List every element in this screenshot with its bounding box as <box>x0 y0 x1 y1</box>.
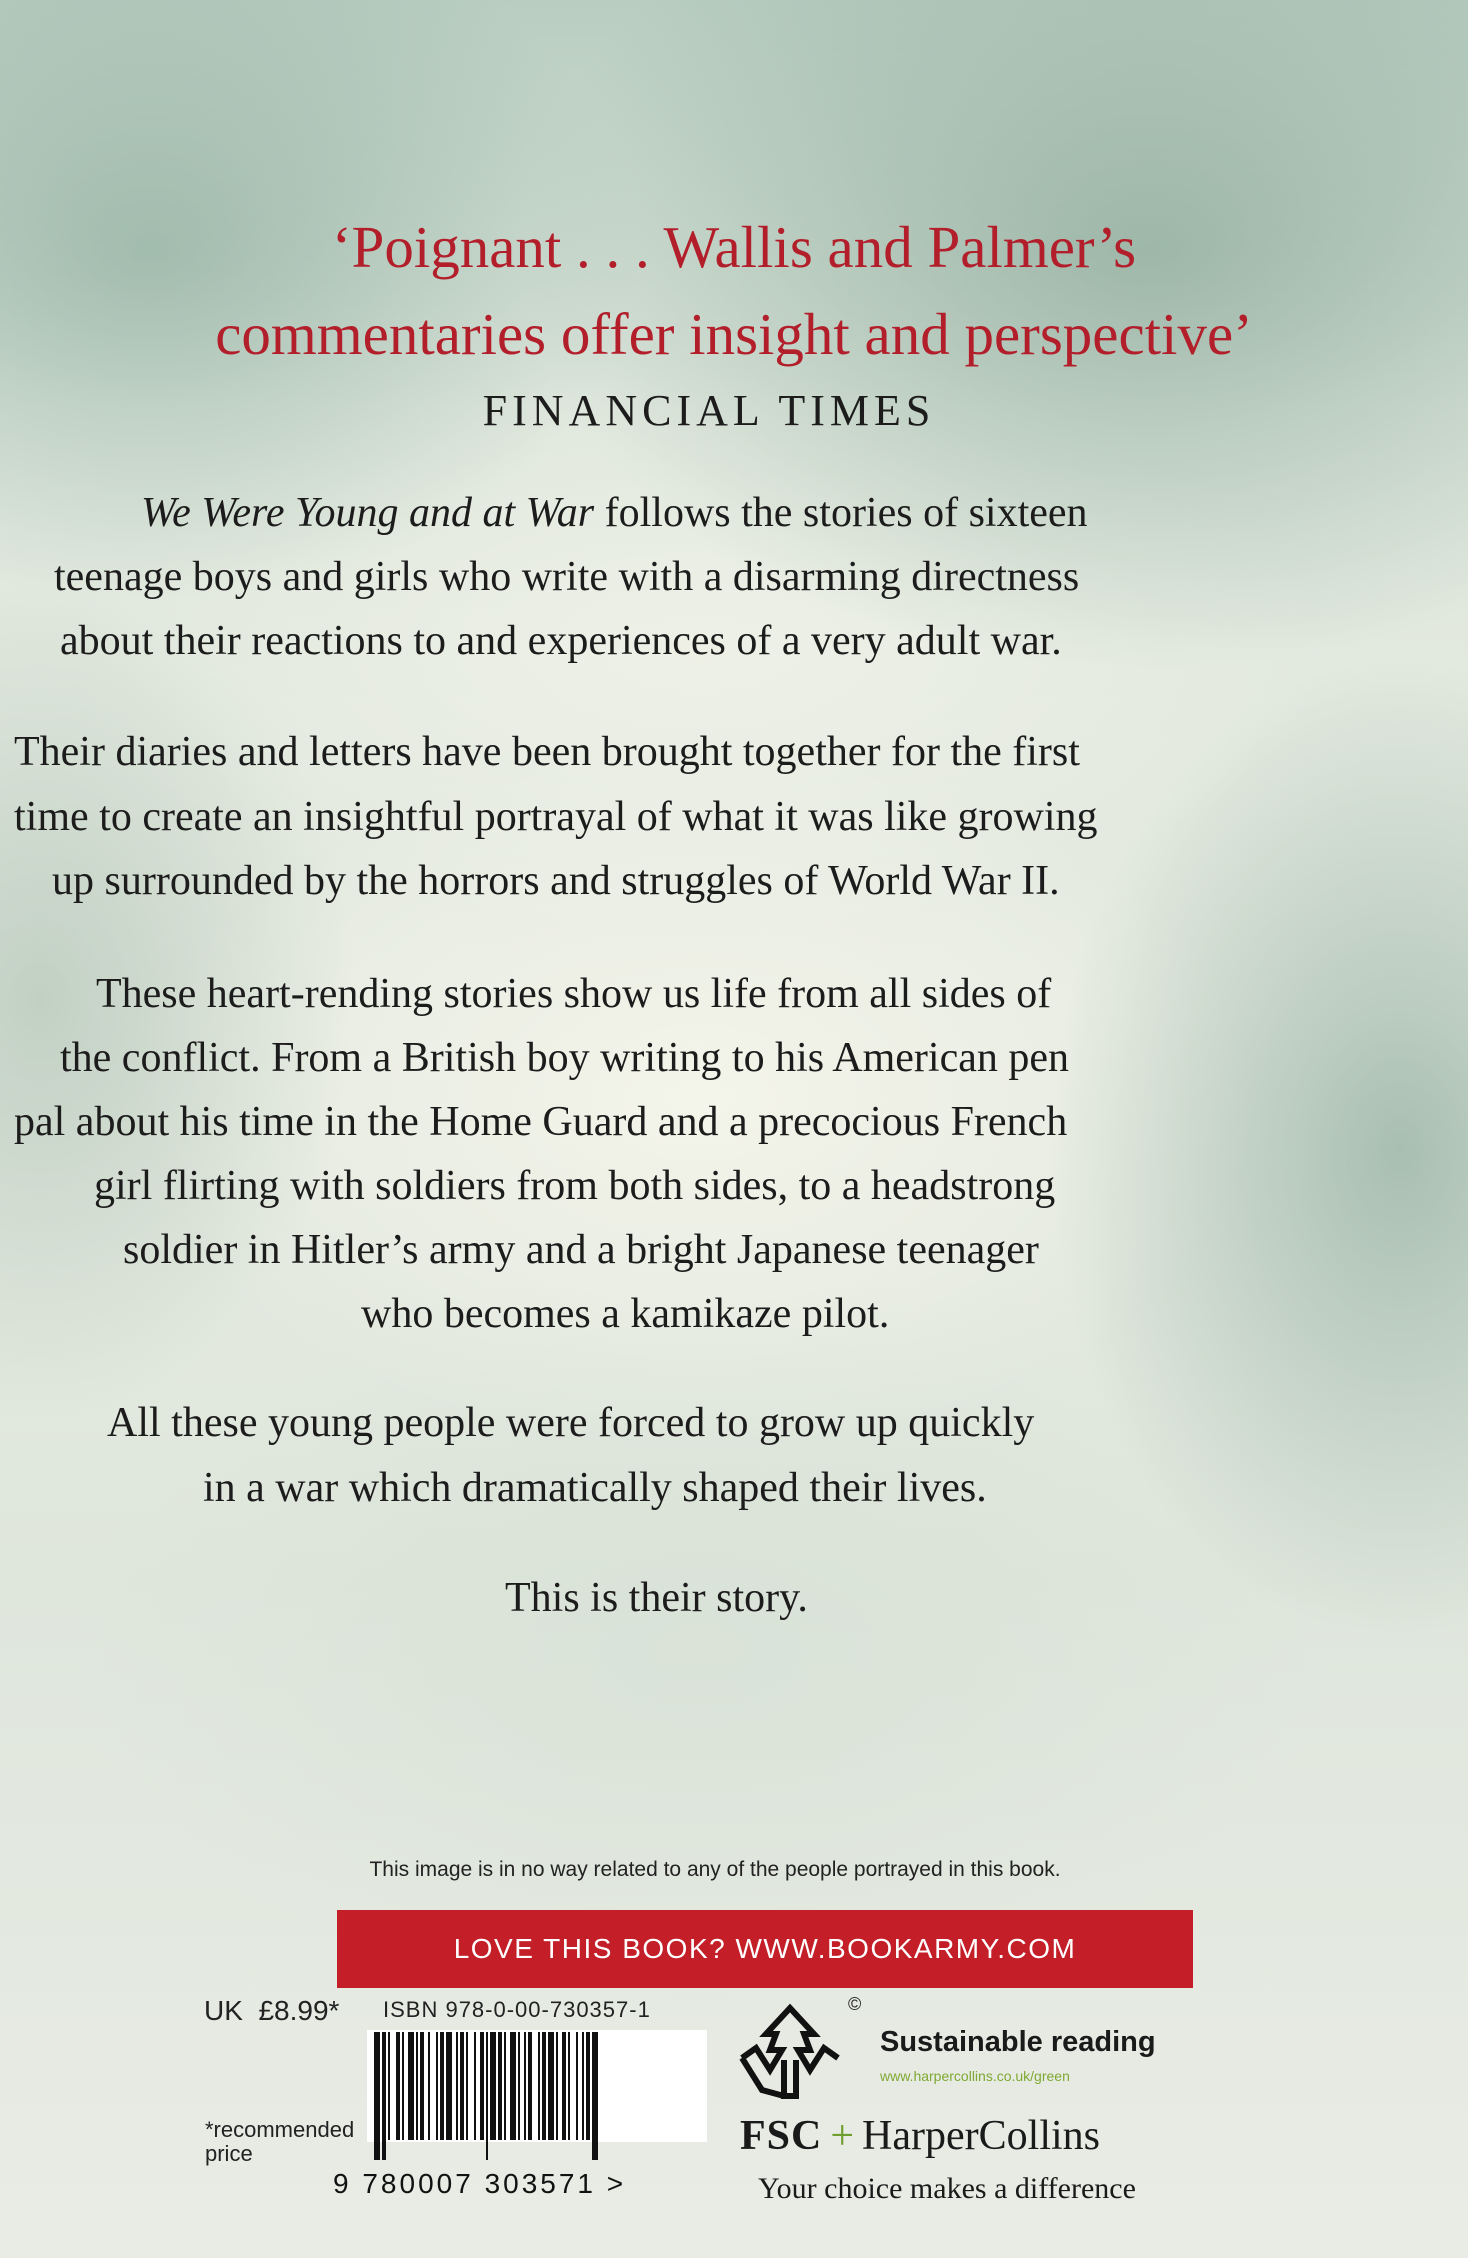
blurb-line: Their diaries and letters have been brought together for the first <box>14 729 1080 775</box>
sustainable-reading-title: Sustainable reading <box>880 2026 1156 2058</box>
fsc-tree-logo-icon <box>736 2000 844 2102</box>
blurb-line: in a war which dramatically shaped their lives. <box>203 1465 987 1511</box>
book-title-italic: We Were Young and at War <box>141 490 595 536</box>
review-quote-line-1: ‘Poignant . . . Wallis and Palmer’s <box>331 214 1137 280</box>
blurb-line: girl flirting with soldiers from both sides, to a headstrong <box>94 1163 1056 1209</box>
review-source: FINANCIAL TIMES <box>482 386 936 435</box>
blurb-text: follows the stories of sixteen <box>594 490 1088 536</box>
fsc-text: FSC <box>740 2113 823 2159</box>
note-line-2: price <box>205 2141 253 2167</box>
copyright-symbol: © <box>848 1994 862 2014</box>
blurb-line: up surrounded by the horrors and struggles of World War II. <box>52 858 1060 904</box>
image-disclaimer: This image is in no way related to any of the people portrayed in this book. <box>369 1858 1061 1881</box>
blurb-line: teenage boys and girls who write with a disarming directness <box>54 554 1080 600</box>
note-line-1: *recommended <box>205 2117 355 2142</box>
blurb-line: pal about his time in the Home Guard and a precocious French <box>14 1099 1068 1145</box>
closing-line: This is their story. <box>505 1575 808 1621</box>
blurb-line <box>141 492 1088 534</box>
blurb-line: who becomes a kamikaze pilot. <box>361 1291 890 1337</box>
isbn-number: ISBN 978-0-00-730357-1 <box>383 1997 651 2022</box>
barcode-icon <box>372 2032 702 2162</box>
green-url[interactable]: www.harpercollins.co.uk/green <box>880 2068 1070 2084</box>
blurb-line: All these young people were forced to grow up quickly <box>107 1400 1035 1446</box>
blurb-line: the conflict. From a British boy writing to his American pen <box>60 1035 1070 1081</box>
sustainability-tagline: Your choice makes a difference <box>758 2172 1136 2205</box>
price-label: UK £8.99* <box>204 1995 340 2026</box>
review-quote-line-2: commentaries offer insight and perspective’ <box>215 301 1253 367</box>
bookarmy-banner[interactable]: LOVE THIS BOOK? WWW.BOOKARMY.COM <box>337 1910 1193 1988</box>
blurb-line: soldier in Hitler’s army and a bright Japanese teenager <box>123 1227 1039 1273</box>
recommended-price-note <box>205 2118 354 2166</box>
barcode-digits: 9 780007 303571 > <box>333 2168 627 2199</box>
blurb-line: These heart-rending stories show us life from all sides of <box>96 971 1052 1017</box>
blurb-line: about their reactions to and experiences of a very adult war. <box>60 618 1062 664</box>
blurb-line: time to create an insightful portrayal of what it was like growing <box>14 794 1098 840</box>
fsc-harpercollins-line <box>740 2112 1100 2160</box>
publisher-name: HarperCollins <box>862 2113 1100 2159</box>
plus-sign: + <box>830 2113 855 2159</box>
